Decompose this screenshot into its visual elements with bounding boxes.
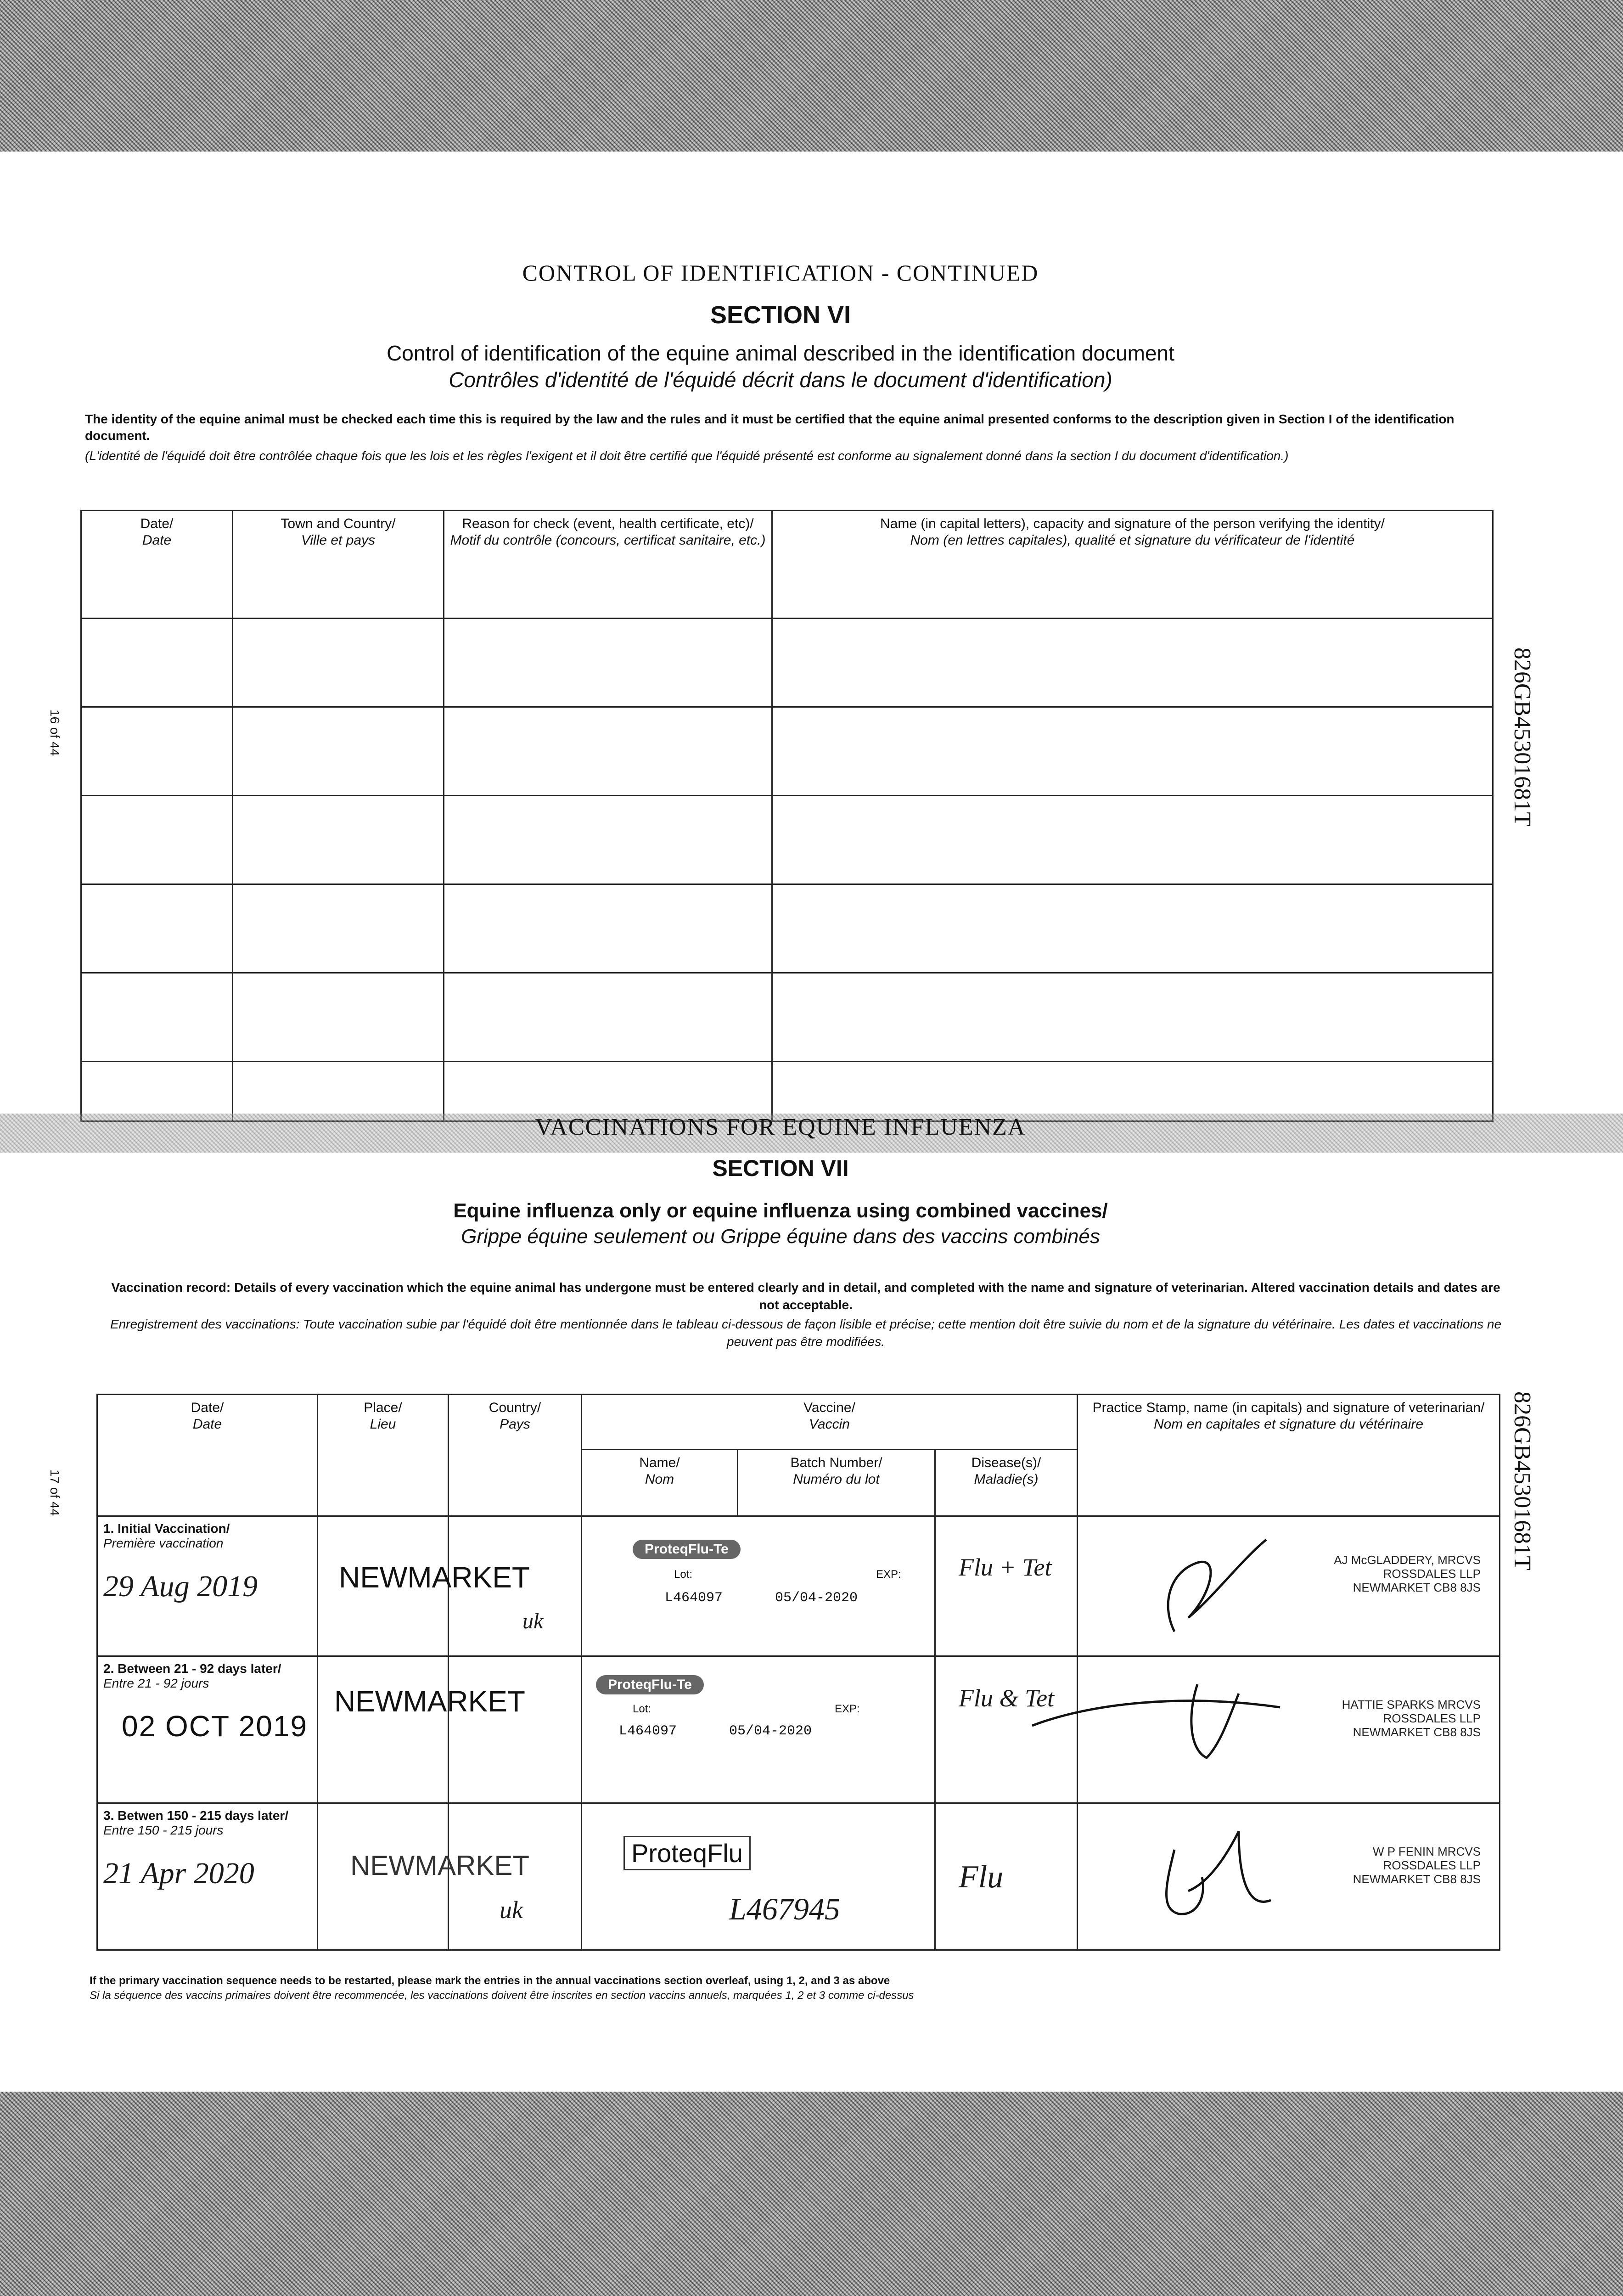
row1-expiry: 05/04-2020 — [775, 1590, 858, 1606]
row1-date-cell: 1. Initial Vaccination/ Première vaccination 29 Aug 2019 — [97, 1516, 318, 1656]
col-country-header: Country/ Pays — [449, 1395, 582, 1516]
section6-subtitle-en: Control of identification of the equine animal described in the identification document — [387, 341, 1174, 365]
col-disease-header: Disease(s)/ Maladie(s) — [935, 1450, 1078, 1516]
row2-country-cell — [449, 1656, 582, 1803]
row1-place: NEWMARKET — [339, 1561, 530, 1594]
row3-signature — [1147, 1822, 1285, 1932]
row3-vaccine-cell — [582, 1803, 935, 1950]
row2-batch: L464097 — [619, 1723, 677, 1739]
row2-date: 02 OCT 2019 — [122, 1710, 308, 1743]
section7-footnote-fr: Si la séquence des vaccins primaires doivent être recommencée, les vaccinations doivent être inscrites en section vaccins annuels, marquées 1, 2 et 3 comme ci-dessus — [90, 1989, 914, 2002]
table-row — [81, 973, 1493, 1062]
row3-batch: L467945 — [729, 1891, 840, 1926]
row1-disease: Flu + Tet — [959, 1553, 1052, 1581]
table-row — [97, 1803, 1500, 1950]
row2-date-cell: 2. Between 21 - 92 days later/ Entre 21 - 92 jours 02 OCT 2019 — [97, 1656, 318, 1803]
row1-lot-label: Lot: — [674, 1568, 693, 1581]
page-label-17: 17 of 44 — [48, 1469, 62, 1516]
section7-subtitle-en: Equine influenza only or equine influenza using combined vaccines/ — [453, 1199, 1108, 1222]
row2-vaccine-label: ProteqFlu-Te — [596, 1675, 704, 1694]
table-row — [81, 1062, 1493, 1121]
row3-stamp: W P FENIN MRCVS ROSSDALES LLP NEWMARKET CB8 8JS — [1353, 1845, 1481, 1886]
section6-banner: CONTROL OF IDENTIFICATION - CONTINUED — [522, 260, 1039, 286]
row3-date: 21 Apr 2020 — [103, 1857, 254, 1890]
section7-footnote-en: If the primary vaccination sequence needs to be restarted, please mark the entries in the annual vaccinations section overleaf, using 1, 2, and 3 as above — [90, 1975, 890, 1987]
row2-lot-label: Lot: — [633, 1703, 651, 1715]
table-row — [81, 619, 1493, 707]
section6-intro-fr: (L'identité de l'équidé doit être contrôlée chaque fois que les lois et les règles l'exigent et il doit être certifié que l'équidé présenté est conforme au signalement donné dans la section I du document d'identification.) — [85, 449, 1289, 463]
col-verifier-header: Name (in capital letters), capacity and signature of the person verifying the identity/ Nom (en lettres capitales), qualité et signature du vérificateur de l'identité — [772, 511, 1493, 619]
row3-country: uk — [500, 1896, 523, 1924]
row1-signature — [1156, 1531, 1275, 1641]
row1-disease-cell — [935, 1516, 1078, 1656]
row2-expiry: 05/04-2020 — [729, 1723, 812, 1739]
section6-subtitle-fr: Contrôles d'identité de l'équidé décrit dans le document d'identification) — [449, 368, 1112, 392]
col-town-header: Town and Country/ Ville et pays — [233, 511, 444, 619]
table-row — [81, 707, 1493, 796]
row2-stamp: HATTIE SPARKS MRCVS ROSSDALES LLP NEWMARKET CB8 8JS — [1342, 1698, 1481, 1739]
row3-date-cell: 3. Betwen 150 - 215 days later/ Entre 150 - 215 jours 21 Apr 2020 — [97, 1803, 318, 1950]
section6-title: SECTION VI — [710, 301, 851, 329]
row1-vaccine-label: ProteqFlu-Te — [633, 1540, 741, 1559]
col-name-header: Name/ Nom — [582, 1450, 738, 1516]
section6-check-table — [80, 510, 1494, 1122]
col-date-header: Date/ Date — [81, 511, 233, 619]
section6-intro-en: The identity of the equine animal must be checked each time this is required by the law and the rules and it must be certified that the equine animal presented conforms to the description given in Section I of the identification document. — [85, 412, 1455, 443]
table-row — [97, 1656, 1500, 1803]
table-row — [81, 884, 1493, 973]
row2-disease: Flu & Tet — [959, 1684, 1055, 1712]
row1-country: uk — [522, 1609, 544, 1633]
row1-vaccine-cell — [582, 1516, 935, 1656]
table-row — [81, 796, 1493, 884]
col-place-header: Place/ Lieu — [318, 1395, 449, 1516]
row3-disease-cell — [935, 1803, 1078, 1950]
row3-practice-cell — [1078, 1803, 1500, 1950]
row3-vaccine-label: ProteqFlu — [623, 1836, 751, 1870]
col-batch-header: Batch Number/ Numéro du lot — [738, 1450, 935, 1516]
row1-date: 29 Aug 2019 — [103, 1570, 258, 1603]
row2-vaccine-cell — [582, 1656, 935, 1803]
row1-batch: L464097 — [665, 1590, 723, 1606]
row1-exp-label: EXP: — [876, 1568, 901, 1581]
section7-record-en: Vaccination record: Details of every vaccination which the equine animal has undergone must be entered clearly and in detail, and completed with the name and signature of veterinarian. Altered vaccination details and dates are not acceptable. — [111, 1280, 1500, 1312]
section7-record-fr: Enregistrement des vaccinations: Toute vaccination subie par l'équidé doit être mentionnée dans le tableau ci-dessous de façon lisible et précise; cette mention doit être suivie du nom et de la signature du vétérinaire. Les dates et vaccinations ne peuvent pas être modifiées. — [110, 1317, 1502, 1349]
side-code-2: 826GB45301681T — [1509, 1391, 1535, 1570]
row2-place-cell — [318, 1656, 525, 1803]
col-reason-header: Reason for check (event, health certificate, etc)/ Motif du contrôle (concours, certificat sanitaire, etc.) — [444, 511, 772, 619]
page-label-16: 16 of 44 — [48, 709, 62, 756]
section7-banner: VACCINATIONS FOR EQUINE INFLUENZA — [535, 1114, 1026, 1140]
col-vaccine-header: Vaccine/ Vaccin — [582, 1395, 1078, 1450]
table-row — [97, 1516, 1500, 1656]
row2-signature — [1023, 1675, 1298, 1767]
col-date-header: Date/ Date — [97, 1395, 318, 1516]
row2-practice-cell — [1078, 1656, 1500, 1803]
scan-top-band — [0, 0, 1623, 152]
row2-place: NEWMARKET — [334, 1685, 525, 1718]
scan-bottom-band — [0, 2092, 1623, 2296]
row2-exp-label: EXP: — [835, 1703, 860, 1715]
row1-place-cell — [318, 1516, 530, 1656]
section7-title: SECTION VII — [712, 1155, 849, 1181]
side-code-1: 826GB45301681T — [1509, 647, 1535, 827]
vaccination-table — [96, 1394, 1500, 1951]
row1-stamp: AJ McGLADDERY, MRCVS ROSSDALES LLP NEWMARKET CB8 8JS — [1334, 1553, 1481, 1594]
row1-practice-cell — [1078, 1516, 1500, 1656]
col-practice-header: Practice Stamp, name (in capitals) and signature of veterinarian/ Nom en capitales et signature du vétérinaire — [1078, 1395, 1500, 1516]
row3-disease: Flu — [959, 1859, 1004, 1895]
section7-subtitle-fr: Grippe équine seulement ou Grippe équine dans des vaccins combinés — [461, 1225, 1100, 1248]
row3-place: NEWMARKET — [350, 1850, 529, 1881]
